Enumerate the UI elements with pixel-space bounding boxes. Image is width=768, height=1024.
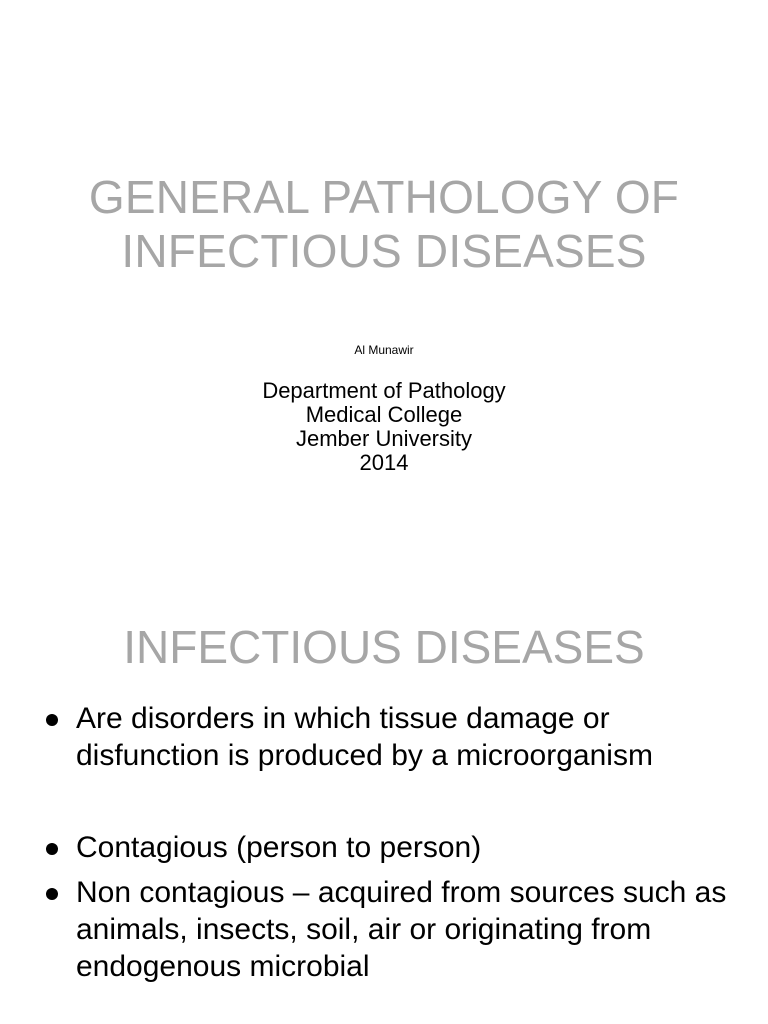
content-slide bbox=[0, 580, 768, 1024]
affiliation-college: Medical College bbox=[305, 402, 463, 427]
bullet-dot-icon bbox=[46, 843, 58, 855]
affiliation-department: Department of Pathology bbox=[262, 378, 506, 403]
author-name: Al Munawir bbox=[354, 343, 414, 357]
bullet-text: Contagious (person to person) bbox=[76, 831, 482, 864]
bullet-text: Are disorders in which tissue damage or disfunction is produced by a microorganism bbox=[76, 702, 653, 772]
affiliation-university: Jember University bbox=[295, 426, 473, 451]
affiliation-year: 2014 bbox=[359, 450, 409, 475]
slide-title bbox=[0, 170, 768, 278]
bullet-item bbox=[44, 874, 744, 985]
title-line: GENERAL PATHOLOGY OF bbox=[88, 171, 680, 223]
title-line: INFECTIOUS DISEASES bbox=[121, 225, 647, 277]
slide-title: INFECTIOUS DISEASES bbox=[123, 621, 645, 673]
bullet-dot-icon bbox=[46, 714, 58, 726]
affiliation bbox=[0, 379, 768, 475]
bullet-list bbox=[44, 700, 744, 985]
bullet-text: Non contagious – acquired from sources such as animals, insects, soil, air or originating from endogenous microbial bbox=[76, 876, 727, 983]
bullet-dot-icon bbox=[46, 888, 58, 900]
bullet-item bbox=[44, 829, 744, 866]
bullet-item bbox=[44, 700, 744, 774]
